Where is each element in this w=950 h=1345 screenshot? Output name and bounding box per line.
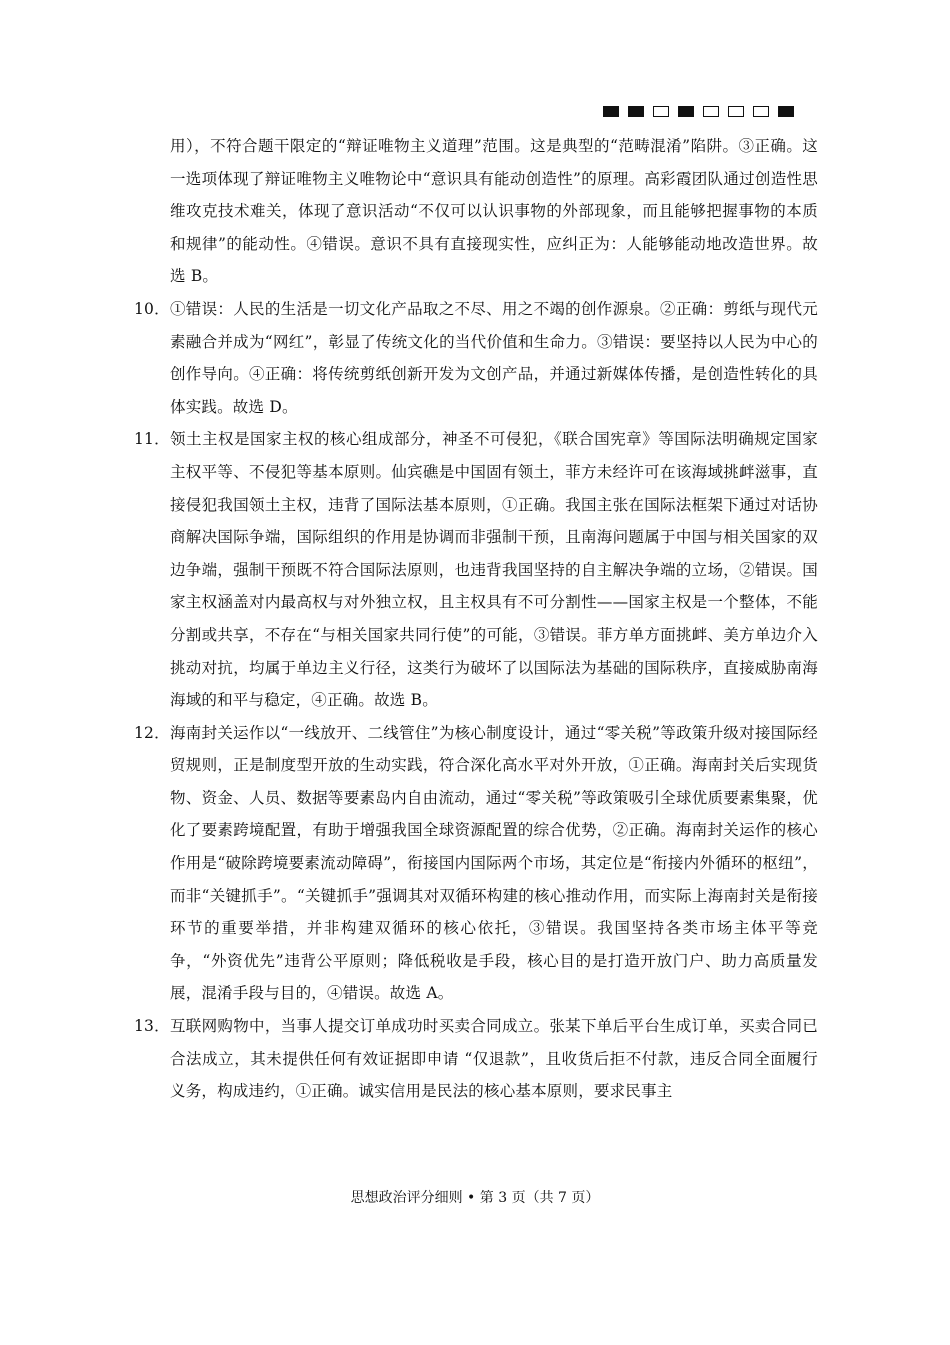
- item-number: 10．: [134, 299, 170, 318]
- header-mark: [728, 106, 744, 117]
- continuation-paragraph: 用），不符合题干限定的“辩证唯物主义道理”范围。这是典型的“范畴混淆”陷阱。③正确。这一选项体现了辩证唯物主义唯物论中“意识具有能动创造性”的原理。高彩霞团队通过创造性思维攻克技术难关，体现了意识活动“不仅可以认识事物的外部现象，而且能够把握事物的本质和规律”的能动性。④错误。意识不具有直接现实性，应纠正为：人能够能动地改造世界。故选 B。: [170, 137, 818, 286]
- page-footer: 思想政治评分细则 • 第 3 页（共 7 页）: [350, 1190, 600, 1206]
- item-number: 12．: [134, 723, 170, 742]
- item-text: 互联网购物中，当事人提交订单成功时买卖合同成立。张某下单后平台生成订单，买卖合同已合法成立，其未提供任何有效证据即申请 “仅退款”，且收货后拒不付款，违反合同全面履行义务，构成违约，①正确。诚实信用是民法的核心基本原则，要求民事主: [170, 1017, 818, 1101]
- header-mark: [603, 106, 619, 117]
- item-text: ①错误：人民的生活是一切文化产品取之不尽、用之不竭的创作源泉。②正确：剪纸与现代元素融合并成为“网红”，彰显了传统文化的当代价值和生命力。③错误：要坚持以人民为中心的创作导向。④正确：将传统剪纸创新开发为文创产品，并通过新媒体传播，是创造性转化的具体实践。故选 D。: [170, 299, 818, 416]
- header-mark: [778, 106, 794, 117]
- item-number: 11．: [134, 430, 170, 449]
- answer-item-11: [134, 423, 818, 716]
- header-mark: [753, 106, 769, 117]
- answer-item-13: [134, 1010, 818, 1108]
- header-mark: [703, 106, 719, 117]
- item-number: 13．: [134, 1017, 170, 1036]
- item-text: 领土主权是国家主权的核心组成部分，神圣不可侵犯，《联合国宪章》等国际法明确规定国家主权平等、不侵犯等基本原则。仙宾礁是中国固有领土，菲方未经许可在该海域挑衅滋事，直接侵犯我国领土主权，违背了国际法基本原则，①正确。我国主张在国际法框架下通过对话协商解决国际争端，国际组织的作用是协调而非强制干预，且南海问题属于中国与相关国家的双边争端，强制干预既不符合国际法原则，也违背我国坚持的自主解决争端的立场，②错误。国家主权涵盖对内最高权与对外独立权，且主权具有不可分割性——国家主权是一个整体，不能分割或共享，不存在“与相关国家共同行使”的可能，③错误。菲方单方面挑衅、美方单边介入挑动对抗，均属于单边主义行径，这类行为破坏了以国际法为基础的国际秩序，直接威胁南海海域的和平与稳定，④正确。故选 B。: [170, 430, 818, 710]
- answer-item-10: [134, 293, 818, 423]
- header-mark: [678, 106, 694, 117]
- header-mark: [628, 106, 644, 117]
- header-marks: [603, 106, 794, 117]
- answer-content: [134, 130, 818, 1108]
- header-mark: [653, 106, 669, 117]
- answer-item-12: [134, 717, 818, 1010]
- item-text: 海南封关运作以“一线放开、二线管住”为核心制度设计，通过“零关税”等政策升级对接国际经贸规则，正是制度型开放的生动实践，符合深化高水平对外开放，①正确。海南封关后实现货物、资金、人员、数据等要素岛内自由流动，通过“零关税”等政策吸引全球优质要素集聚，优化了要素跨境配置，有助于增强我国全球资源配置的综合优势，②正确。海南封关运作的核心作用是“破除跨境要素流动障碍”，衔接国内国际两个市场，其定位是“衔接内外循环的枢纽”，而非“关键抓手”。“关键抓手”强调其对双循环构建的核心推动作用，而实际上海南封关是衔接环节的重要举措，并非构建双循环的核心依托，③错误。我国坚持各类市场主体平等竞争，“外资优先”违背公平原则；降低税收是手段，核心目的是打造开放门户、助力高质量发展，混淆手段与目的，④错误。故选 A。: [170, 723, 818, 1003]
